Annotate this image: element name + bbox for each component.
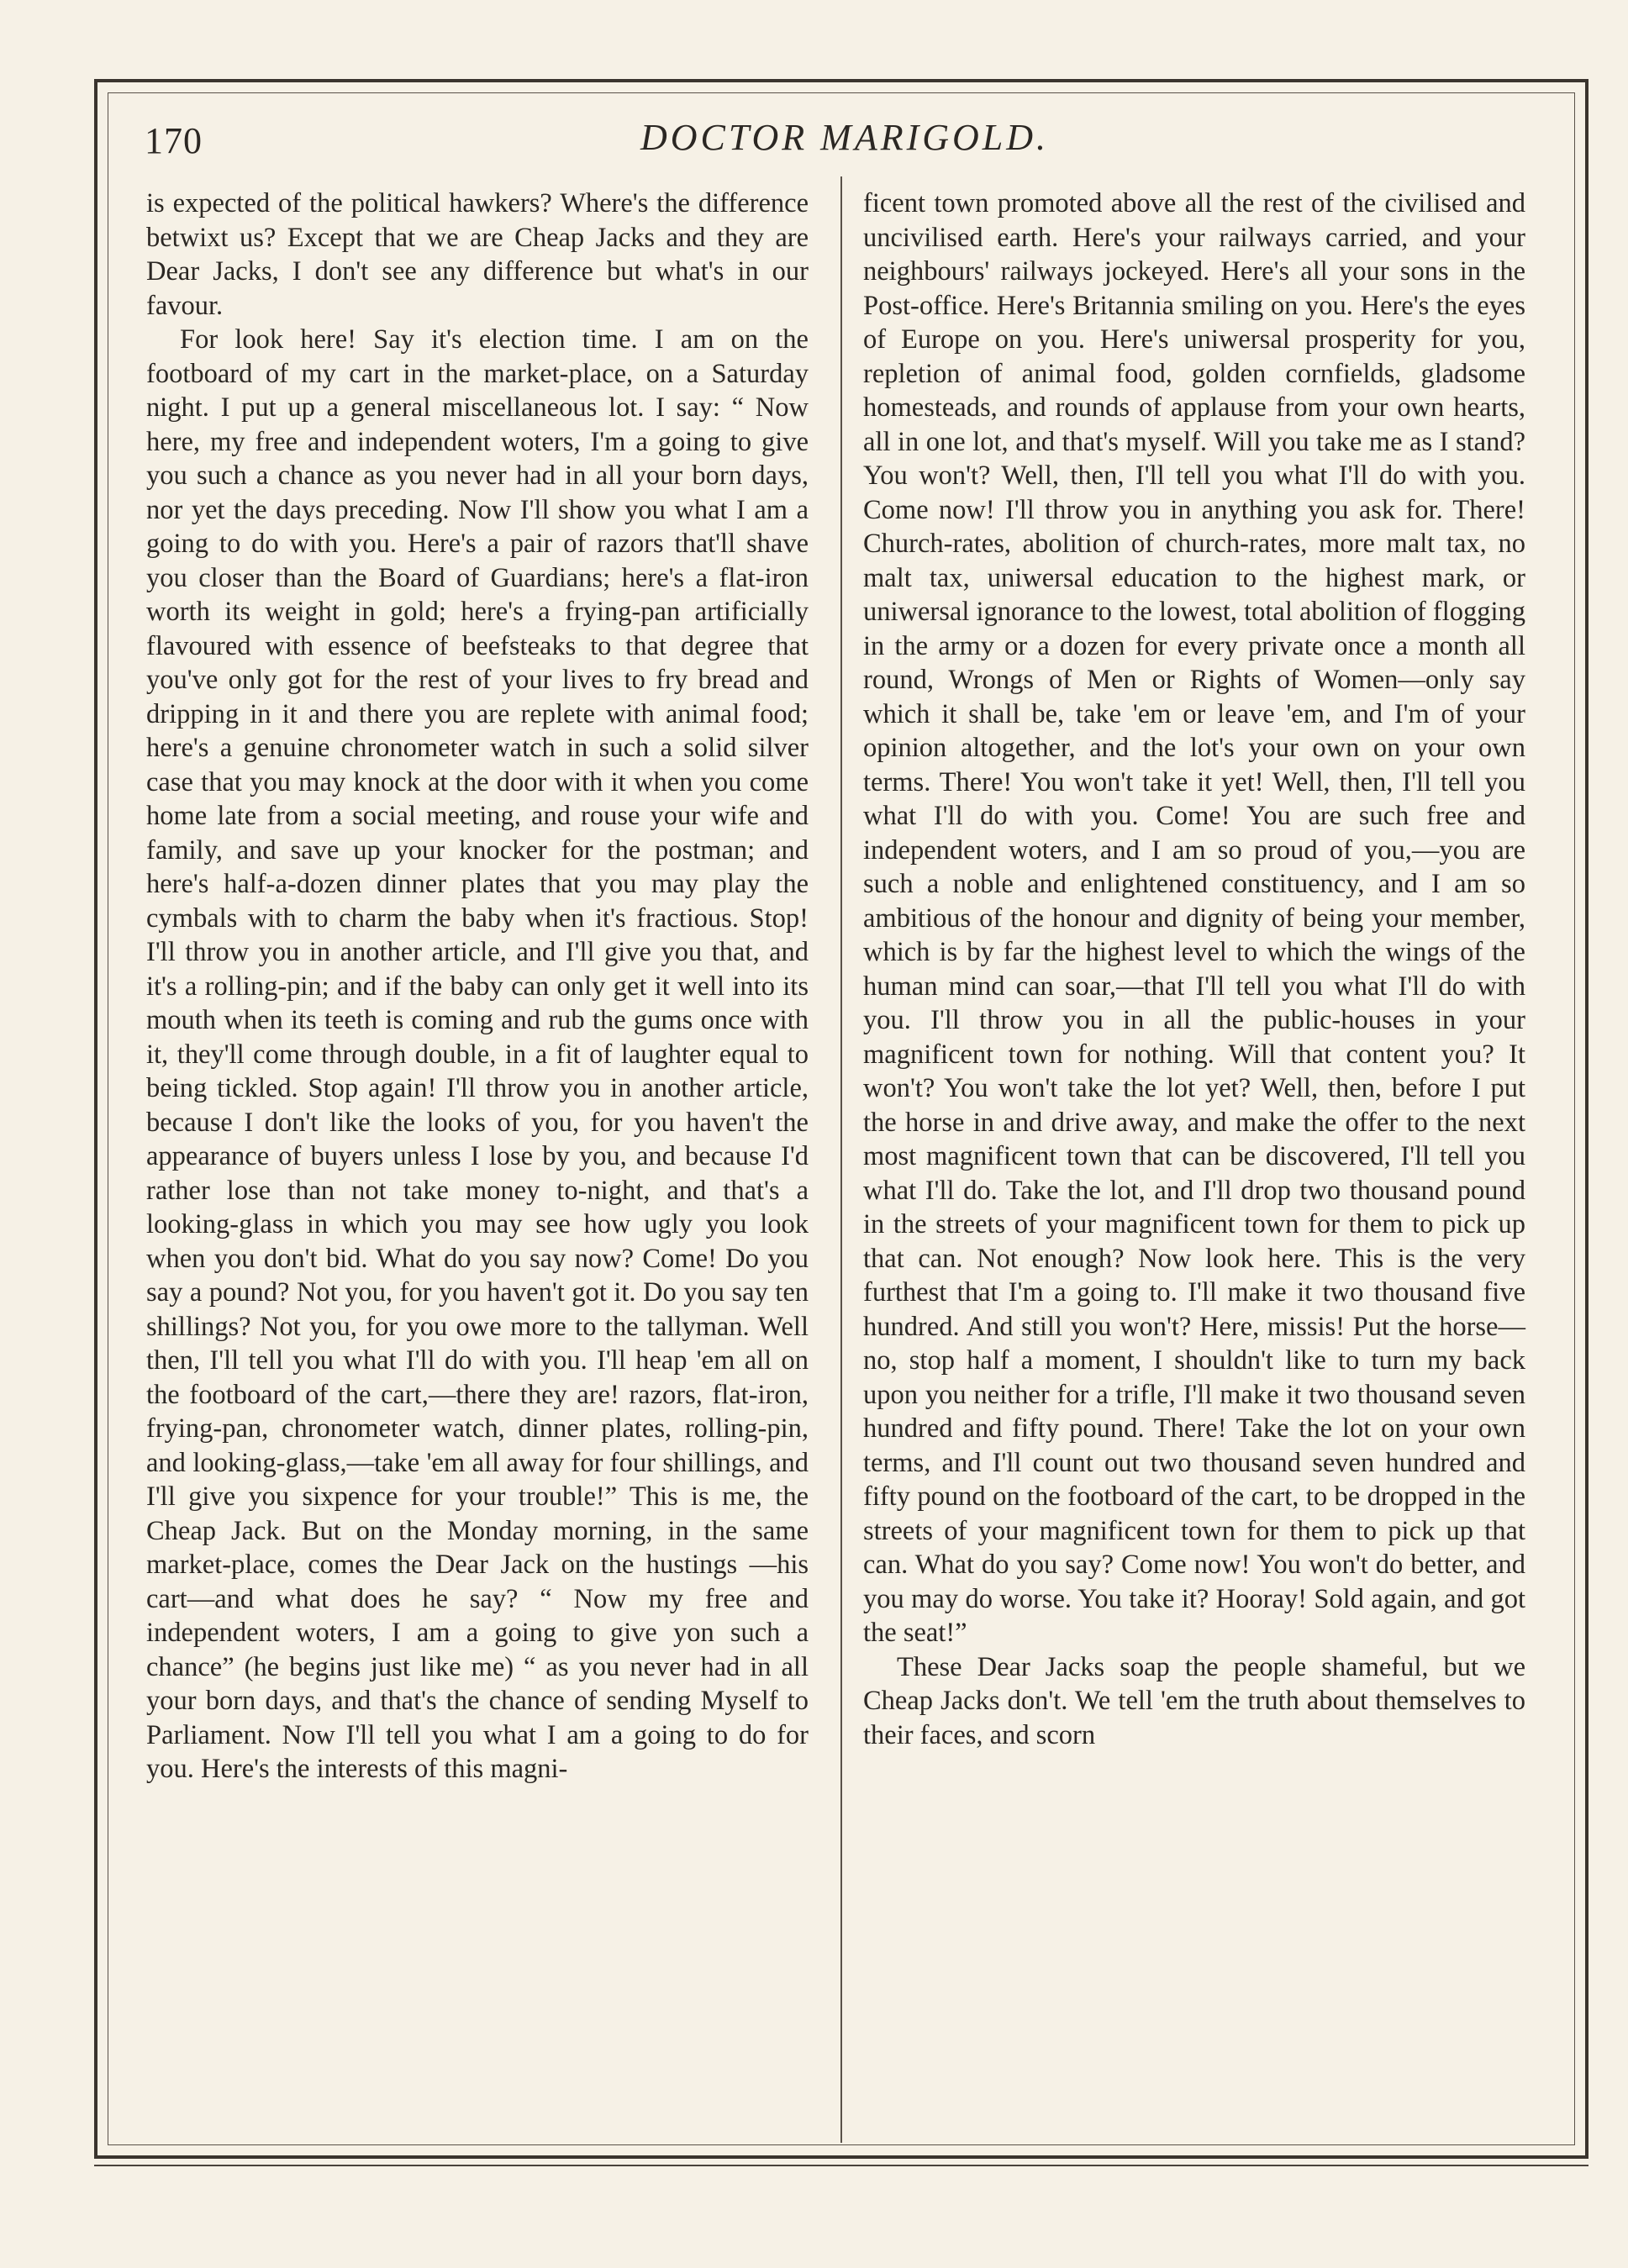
page-number: 170 xyxy=(145,120,203,161)
page-header xyxy=(134,109,1555,168)
left-paragraph-2: For look here! Say it's election time. I am on the footboard of my cart in the market-place, on a Saturday night. I put up a general miscellaneous lot. I say: “ Now here, my free and independent woters, I'm a going to give you such a chance as you never had in all your born days, nor yet the days preceding. Now I'll show you what I am a going to do with you. Here's a pair of razors that'll shave you closer than the Board of Guardians; here's a flat-iron worth its weight in gold; here's a frying-pan artificially flavoured with essence of beefsteaks to that degree that you've only got for the rest of your lives to fry bread and dripping in it and there you are replete with animal food; here's a genuine chronometer watch in such a solid silver case that you may knock at the door with it when you come home late from a social meeting, and rouse your wife and family, and save up your knocker for the postman; and here's half-a-dozen dinner plates that you may play the cymbals with to charm the baby when it's fractious. Stop! I'll throw you in another article, and I'll give you that, and it's a rolling-pin; and if the baby can only get it well into its mouth when its teeth is coming and rub the gums once with it, they'll come through double, in a fit of laughter equal to being tickled. Stop again! I'll throw you in another article, because I don't like the looks of you, for you haven't the appearance of buyers unless I lose by you, and because I'd rather lose than not take money to-night, and that's a looking-glass in which you may see how ugly you look when you don't bid. What do you say now? Come! Do you say a pound? Not you, for you haven't got it. Do you say ten shillings? Not you, for you owe more to the tallyman. Well then, I'll tell you what I'll do with you. I'll heap 'em all on the footboard of the cart,—there they are! razors, flat-iron, frying-pan, chronometer watch, dinner plates, rolling-pin, and looking-glass,—take 'em all away for four shillings, and I'll give you sixpence for your trouble!” This is me, the Cheap Jack. But on the Monday morning, in the same market-place, comes the Dear Jack on the hustings —his cart—and what does he say? “ Now my free and independent woters, I am a going to give yon such a chance” (he begins just like me) “ as you never had in all your born days, and that's the chance of sending Myself to Parliament. Now I'll tell you what I am a going to do for you. Here's the interests of this magni- xyxy=(146,324,809,1784)
right-column xyxy=(863,187,1525,1752)
left-column xyxy=(146,187,809,1787)
bottom-rule xyxy=(94,2165,1588,2166)
left-paragraph-1: is expected of the political hawkers? Where's the difference betwixt us? Except that we are Cheap Jacks and they are Dear Jacks, I don't see any difference but what's in our favour. xyxy=(146,188,809,321)
right-paragraph-2: These Dear Jacks soap the people shameful, but we Cheap Jacks don't. We tell 'em the truth about themselves to their faces, and scorn xyxy=(863,1651,1525,1750)
right-paragraph-1: ficent town promoted above all the rest of the civilised and uncivilised earth. Here's your railways carried, and your neighbours' railways jockeyed. Here's all your sons in the Post-office. Here's Britannia smiling on you. Here's the eyes of Europe on you. Here's uniwersal prosperity for you, repletion of animal food, golden cornfields, gladsome homesteads, and rounds of applause from your own hearts, all in one lot, and that's myself. Will you take me as I stand? You won't? Well, then, I'll tell you what I'll do with you. Come now! I'll throw you in anything you ask for. There! Church-rates, abolition of church-rates, more malt tax, no malt tax, uniwersal education to the highest mark, or uniwersal ignorance to the lowest, total abolition of flogging in the army or a dozen for every private once a month all round, Wrongs of Men or Rights of Women—only say which it shall be, take 'em or leave 'em, and I'm of your opinion altogether, and the lot's your own on your own terms. There! You won't take it yet! Well, then, I'll tell you what I'll do with you. Come! You are such free and independent woters, and I am so proud of you,—you are such a noble and enlightened constituency, and I am so ambitious of the honour and dignity of being your member, which is by far the highest level to which the wings of the human mind can soar,—that I'll tell you what I'll do with you. I'll throw you in all the public-houses in your magnificent town for nothing. Will that content you? It won't? You won't take the lot yet? Well, then, before I put the horse in and drive away, and make the offer to the next most magnificent town that can be discovered, I'll tell you what I'll do. Take the lot, and I'll drop two thousand pound in the streets of your magnificent town for them to pick up that can. Not enough? Now look here. This is the very furthest that I'm a going to. I'll make it two thousand five hundred. And still you won't? Here, missis! Put the horse—no, stop half a moment, I shouldn't like to turn my back upon you neither for a trifle, I'll make it two thousand seven hundred and fifty pound. There! Take the lot on your own terms, and I'll count out two thousand seven hundred and fifty pound on the footboard of the cart, to be dropped in the streets of your magnificent town for them to pick up that can. What do you say? Come now! You won't do better, and you may do worse. You take it? Hooray! Sold again, and got the seat!” xyxy=(863,188,1525,1648)
running-head: DOCTOR MARIGOLD. xyxy=(640,117,1050,158)
column-divider xyxy=(840,176,842,2143)
